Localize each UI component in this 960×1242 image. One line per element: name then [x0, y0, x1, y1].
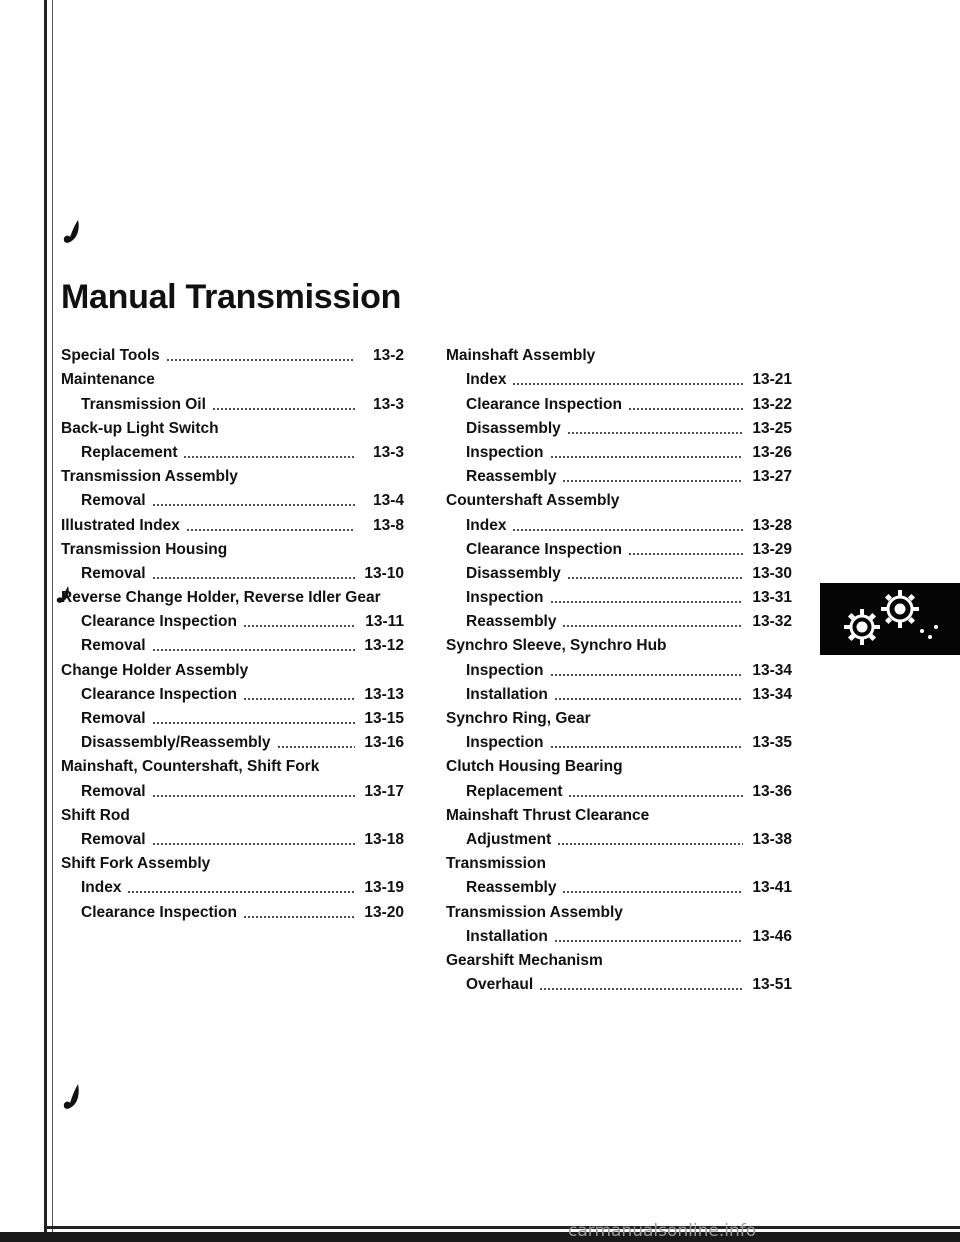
toc-page-number: 13-8	[372, 516, 404, 534]
toc-label: Clearance Inspection	[81, 903, 237, 921]
dot-leader	[550, 456, 743, 458]
toc-page-number: 13-20	[364, 903, 404, 921]
toc-page-number: 13-17	[364, 782, 404, 800]
toc-entry[interactable]	[61, 873, 404, 897]
toc-label: Change Holder Assembly	[61, 661, 249, 679]
toc-entry[interactable]	[446, 365, 792, 389]
toc-entry[interactable]	[446, 655, 792, 679]
toc-page-number: 13-46	[752, 927, 792, 945]
toc-heading	[61, 801, 404, 825]
toc-page-number: 13-34	[752, 685, 792, 703]
toc-page-number: 13-34	[752, 661, 792, 679]
toc-label: Inspection	[466, 661, 544, 679]
toc-entry[interactable]	[446, 414, 792, 438]
toc-label: Replacement	[466, 782, 563, 800]
bottom-dark-strip	[0, 1232, 960, 1242]
toc-label: Disassembly/Reassembly	[81, 734, 271, 752]
toc-page-number: 13-3	[372, 395, 404, 413]
toc-page-number: 13-27	[752, 468, 792, 486]
toc-page-number: 13-38	[752, 830, 792, 848]
toc-label: Synchro Ring, Gear	[446, 710, 591, 727]
dot-leader	[557, 843, 743, 845]
dot-leader	[567, 432, 743, 434]
toc-label: Clearance Inspection	[466, 540, 622, 558]
toc-label: Index	[81, 879, 122, 897]
dot-leader	[152, 649, 355, 651]
toc-entry[interactable]	[61, 510, 404, 534]
toc-page-number: 13-28	[752, 516, 792, 534]
toc-label: Disassembly	[466, 419, 561, 437]
toc-page-number: 13-32	[752, 613, 792, 631]
toc-page-number: 13-12	[364, 637, 404, 655]
toc-label: Special Tools	[61, 347, 160, 365]
toc-label: Shift Rod	[61, 806, 130, 824]
toc-label: Reassembly	[466, 468, 557, 486]
toc-label: Clearance Inspection	[81, 613, 237, 631]
dot-leader	[183, 456, 355, 458]
dot-leader	[512, 383, 743, 385]
toc-entry[interactable]	[61, 559, 404, 583]
left-binding-edge	[44, 0, 47, 1242]
toc-page-number: 13-16	[364, 734, 404, 752]
toc-label: Back-up Light Switch	[61, 419, 219, 437]
toc-label: Removal	[81, 710, 146, 727]
dot-leader	[567, 577, 743, 579]
toc-label: Reverse Change Holder, Reverse Idler Gear	[61, 589, 381, 607]
toc-page-number: 13-36	[752, 782, 792, 800]
toc-label: Clearance Inspection	[466, 395, 622, 413]
toc-label: Transmission	[446, 855, 546, 873]
toc-page-number: 13-30	[752, 564, 792, 582]
toc-label: Reassembly	[466, 879, 557, 897]
toc-label: Installation	[466, 685, 548, 703]
toc-heading	[446, 704, 792, 728]
toc-heading	[61, 583, 404, 607]
dot-leader	[243, 698, 355, 700]
toc-heading	[61, 414, 404, 438]
toc-heading	[61, 365, 404, 389]
toc-label: Removal	[81, 830, 146, 848]
toc-page-number: 13-21	[752, 371, 792, 389]
toc-heading	[446, 341, 792, 365]
toc-entry[interactable]	[61, 486, 404, 510]
dot-leader	[277, 746, 355, 748]
dot-leader	[212, 408, 355, 410]
toc-page-number: 13-10	[364, 564, 404, 582]
toc-entry[interactable]	[446, 680, 792, 704]
toc-page-number: 13-3	[372, 443, 404, 461]
dot-leader	[243, 625, 355, 627]
toc-entry[interactable]	[446, 776, 792, 800]
toc-label: Transmission Assembly	[446, 903, 623, 921]
toc-entry[interactable]	[446, 438, 792, 462]
comma-mark-icon	[60, 218, 84, 246]
toc-heading	[61, 655, 404, 679]
toc-label: Transmission Oil	[81, 395, 206, 413]
toc-label: Clearance Inspection	[81, 685, 237, 703]
toc-label: Disassembly	[466, 564, 561, 582]
page-title: Manual Transmission	[61, 278, 402, 316]
toc-label: Shift Fork Assembly	[61, 855, 211, 873]
dot-leader	[152, 795, 355, 797]
toc-page-number: 13-19	[364, 879, 404, 897]
toc-label: Gearshift Mechanism	[446, 951, 603, 969]
toc-entry[interactable]	[61, 680, 404, 704]
toc-label: Inspection	[466, 443, 544, 461]
toc-label: Maintenance	[61, 371, 155, 389]
dot-leader	[186, 529, 355, 531]
toc-label: Overhaul	[466, 976, 534, 994]
toc-label: Removal	[81, 492, 146, 510]
toc-entry[interactable]	[446, 873, 792, 897]
dot-leader	[512, 529, 743, 531]
toc-page-number: 13-35	[752, 734, 792, 752]
toc-heading	[446, 801, 792, 825]
toc-entry[interactable]	[61, 631, 404, 655]
toc-label: Inspection	[466, 734, 544, 752]
toc-entry[interactable]	[446, 825, 792, 849]
toc-entry[interactable]	[446, 389, 792, 413]
dot-leader	[562, 891, 743, 893]
dot-leader	[550, 746, 743, 748]
toc-heading	[446, 486, 792, 510]
dot-leader	[152, 577, 355, 579]
toc-label: Installation	[466, 927, 548, 945]
toc-heading	[446, 631, 792, 655]
toc-label: Mainshaft Assembly	[446, 347, 596, 365]
toc-entry[interactable]	[446, 583, 792, 607]
toc-left-column	[61, 341, 404, 922]
toc-entry[interactable]	[446, 510, 792, 534]
dot-leader	[568, 795, 743, 797]
toc-page-number: 13-18	[364, 830, 404, 848]
toc-label: Removal	[81, 782, 146, 800]
dot-leader	[562, 625, 743, 627]
dot-leader	[550, 601, 743, 603]
toc-entry[interactable]	[61, 389, 404, 413]
toc-entry[interactable]	[61, 341, 404, 365]
toc-heading	[61, 462, 404, 486]
dot-leader	[152, 504, 355, 506]
toc-label: Clutch Housing Bearing	[446, 758, 623, 776]
toc-label: Adjustment	[466, 830, 552, 848]
comma-mark-icon	[60, 1082, 84, 1112]
toc-label: Removal	[81, 564, 146, 582]
toc-page-number: 13-2	[372, 347, 404, 365]
toc-entry[interactable]	[61, 897, 404, 921]
dot-leader	[166, 359, 355, 361]
toc-entry[interactable]	[61, 825, 404, 849]
toc-heading	[61, 849, 404, 873]
dot-leader	[152, 722, 355, 724]
toc-label: Replacement	[81, 443, 178, 461]
toc-entry[interactable]	[446, 462, 792, 486]
toc-label: Transmission Assembly	[61, 468, 238, 486]
toc-label: Countershaft Assembly	[446, 492, 620, 510]
toc-label: Mainshaft Thrust Clearance	[446, 806, 650, 824]
dot-leader	[554, 940, 743, 942]
dot-leader	[628, 553, 743, 555]
toc-page-number: 13-22	[752, 395, 792, 413]
toc-entry[interactable]	[446, 559, 792, 583]
toc-label: Index	[466, 516, 507, 534]
toc-heading	[446, 849, 792, 873]
dot-leader	[243, 916, 355, 918]
bottom-edge	[44, 1226, 960, 1229]
section-tab	[820, 583, 960, 655]
toc-label: Reassembly	[466, 613, 557, 631]
toc-page-number: 13-25	[752, 419, 792, 437]
toc-right-column	[446, 341, 792, 994]
toc-label: Inspection	[466, 589, 544, 607]
toc-page-number: 13-29	[752, 540, 792, 558]
dot-leader	[554, 698, 743, 700]
watermark: carmanualsonline.info	[568, 1221, 757, 1241]
toc-label: Mainshaft, Countershaft, Shift Fork	[61, 758, 320, 776]
toc-page-number: 13-15	[364, 710, 404, 727]
dot-leader	[539, 988, 743, 990]
dot-leader	[562, 480, 743, 482]
toc-entry[interactable]	[446, 607, 792, 631]
toc-label: Transmission Housing	[61, 540, 228, 558]
toc-label: Synchro Sleeve, Synchro Hub	[446, 637, 667, 655]
toc-entry[interactable]	[61, 728, 404, 752]
toc-entry[interactable]	[61, 704, 404, 728]
toc-entry[interactable]	[446, 535, 792, 559]
toc-entry[interactable]	[446, 728, 792, 752]
toc-page-number: 13-11	[365, 613, 404, 631]
toc-label: Removal	[81, 637, 146, 655]
toc-entry[interactable]	[61, 607, 404, 631]
toc-entry[interactable]	[61, 776, 404, 800]
toc-page-number: 13-51	[752, 976, 792, 994]
toc-heading	[446, 752, 792, 776]
dot-leader	[550, 674, 743, 676]
dot-leader	[152, 843, 355, 845]
toc-label: Index	[466, 371, 507, 389]
toc-label: Illustrated Index	[61, 516, 180, 534]
toc-heading	[446, 897, 792, 921]
toc-page-number: 13-26	[752, 443, 792, 461]
toc-entry[interactable]	[446, 922, 792, 946]
gears-icon	[820, 583, 960, 655]
toc-entry[interactable]	[61, 438, 404, 462]
toc-heading	[61, 752, 404, 776]
toc-page-number: 13-13	[364, 685, 404, 703]
toc-page-number: 13-31	[752, 589, 792, 607]
toc-page-number: 13-4	[372, 492, 404, 510]
toc-entry[interactable]	[446, 970, 792, 994]
left-inner-edge	[52, 0, 53, 1242]
toc-page-number: 13-41	[752, 879, 792, 897]
dot-leader	[628, 408, 743, 410]
toc-heading	[61, 535, 404, 559]
dot-leader	[127, 891, 355, 893]
toc-heading	[446, 946, 792, 970]
